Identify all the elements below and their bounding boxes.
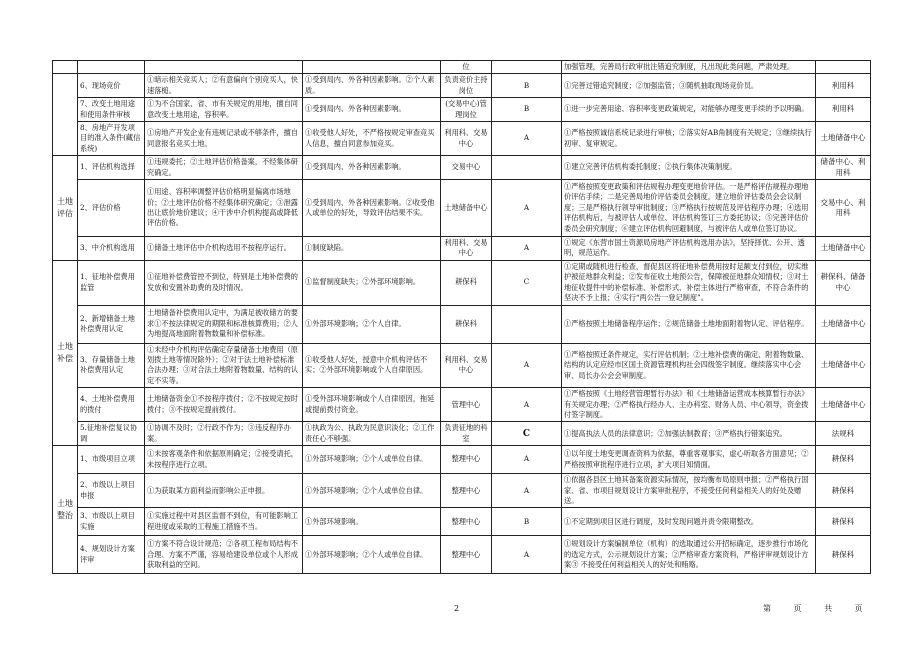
- cause-cell: ①受外部环境影响或个人自律原因，拖延或提前拨付资金。: [303, 388, 441, 422]
- dept-cell: 交易中心: [441, 156, 492, 180]
- item-cell: 4、规划设计方案评审: [78, 536, 145, 574]
- level-cell: A: [492, 343, 562, 388]
- resp-cell: [816, 61, 871, 74]
- resp-cell: 耕保科: [816, 508, 871, 536]
- risk-cell: ①协调不及时；②行政不作为；③违反程序办案。: [145, 422, 303, 446]
- measure-cell: ①规定《东营市国土资源局房地产评估机构选用办法》，坚持择优、公开、透明，规范运作。: [562, 237, 816, 261]
- dept-cell: 利用科、交易中心: [441, 343, 492, 388]
- measure-cell: ①严格按照变更政策和评估规程办理变更地价评估。一是严格评估规程办理地价评估手续；二是完善局地价评估委员会制度，建立地价评估委员会会议制度；三是严格执行领导审批制度；③严格执行按规范及评估程序办理；④选用评估机构后，与被评估人或单位、评估机构签订三方委托协议；⑤完善评估价委员会研究制度；⑥建立评估机构回避制度，与被评估人或单位签订协议。: [562, 180, 816, 237]
- cause-cell: ①制度缺陷。: [303, 237, 441, 261]
- cause-cell: ①外部环境影响。: [303, 508, 441, 536]
- measure-cell: ①完善过错追究制度；②加强监管；③随机抽取现场竞价员。: [562, 74, 816, 98]
- table-row: [53, 98, 871, 122]
- level-cell: A: [492, 122, 562, 156]
- measure-cell: ①严格按照诚信系统记录进行审核；②落实好AB角制度有关规定；③继续执行初审、复审规定。: [562, 122, 816, 156]
- dept-cell: 整理中心: [441, 508, 492, 536]
- resp-cell: 耕保科: [816, 446, 871, 474]
- level-cell: [492, 61, 562, 74]
- category-cell: 土地补偿: [53, 260, 78, 445]
- dept-cell: 利用科、交易中心: [441, 122, 492, 156]
- risk-cell: ①违规委托；②土地评估价格备案，不经集体研究确定。: [145, 156, 303, 180]
- dept-cell: 利用科、交易中心: [441, 237, 492, 261]
- table-row: [53, 508, 871, 536]
- risk-cell: ①为获取某方面利益而影响公正申报。: [145, 474, 303, 508]
- risk-cell: ①未按客观条件和依据原则确定；②接受请托，未按程序进行立项。: [145, 446, 303, 474]
- level-cell: [492, 156, 562, 180]
- cause-cell: ①外部环境影响；②个人或单位自律。: [303, 446, 441, 474]
- table-row: [53, 180, 871, 237]
- measure-cell: ①规划设计方案编制单位（机构）的选取通过公开招标确定，逐步推行市场化的选定方式，公示规划设计方案；②严格审查方案资料，严格评审规划设计方案③ 不接受任何利益相关人的好处和贿赂。: [562, 536, 816, 574]
- measure-cell: ①建立完善评估机构委托制度；②执行集体决策制度。: [562, 156, 816, 180]
- table-row: [53, 122, 871, 156]
- level-cell: A: [492, 388, 562, 422]
- resp-cell: 利用科: [816, 74, 871, 98]
- table-row: [53, 61, 871, 74]
- level-cell: A: [492, 536, 562, 574]
- dept-cell: 整理中心: [441, 474, 492, 508]
- page-number: 2: [454, 604, 460, 613]
- risk-cell: 土地储备补偿费用认定中，为满足被收储方的要求①不按法律规定的期限和标准核算费用；②人为地提高地面附着物数量和补偿标准。: [145, 305, 303, 343]
- table-row: [53, 260, 871, 305]
- item-cell: 1、评估机构选择: [78, 156, 145, 180]
- footer-label: 共: [824, 604, 834, 613]
- cause-cell: ①执政为公、执政为民意识淡化；②工作责任心不够强。: [303, 422, 441, 446]
- dept-cell: 负责竞价主持岗位: [441, 74, 492, 98]
- risk-cell: ①用途、容积率调整评估价格明显偏离市场地价；②土地评估价格不经集体研究确定；③泄露出让底价地价建议；④干涉中介机构提高或降低评估价格。: [145, 180, 303, 237]
- dept-cell: 负责征地的科室: [441, 422, 492, 446]
- level-cell: B: [492, 508, 562, 536]
- item-cell: 2、评估价格: [78, 180, 145, 237]
- dept-cell: 整理中心: [441, 446, 492, 474]
- table-row: [53, 536, 871, 574]
- table-row: [53, 156, 871, 180]
- table-row: [53, 305, 871, 343]
- item-cell: 5.征地补偿复议协调: [78, 422, 145, 446]
- risk-cell: ①暗示相关竞买人；②有意偏向个别竞买人，快速落槌。: [145, 74, 303, 98]
- measure-cell: ①不定期到项目区进行调度，及时发现问题并责令限期整改。: [562, 508, 816, 536]
- resp-cell: 交易中心、利用科: [816, 180, 871, 237]
- level-cell: C: [492, 422, 562, 446]
- cause-cell: ①外部环境影响；②个人自律。: [303, 305, 441, 343]
- footer-label: 页: [793, 604, 803, 613]
- document-sheet: [52, 60, 872, 574]
- resp-cell: 利用科: [816, 98, 871, 122]
- measure-cell: ①进一步完善用途、容积率变更政策规定，对能够办理变更手续的予以明确。: [562, 98, 816, 122]
- level-cell: A: [492, 237, 562, 261]
- cause-cell: ①外部环境影响；②个人或单位自律。: [303, 536, 441, 574]
- level-cell: A: [492, 446, 562, 474]
- dept-cell: 土地储备中心: [441, 180, 492, 237]
- dept-cell: 位: [441, 61, 492, 74]
- risk-cell: ①为不合国家、省、市有关规定的用地，擅自同意改变土地用途，容积率。: [145, 98, 303, 122]
- risk-cell: ①征地补偿费管控不到位，特别是土地补偿费的发放和安置补助费的及时情况。: [145, 260, 303, 305]
- cause-cell: ①受到局内、外各种因素影响。②收受他人或单位的好处，导致评估结果不实。: [303, 180, 441, 237]
- category-cell: [53, 61, 78, 74]
- cause-cell: ①收受他人好处，授意中介机构评估不实；②外部环境影响或个人自律原因。: [303, 343, 441, 388]
- level-cell: C: [492, 260, 562, 305]
- table-row: [53, 474, 871, 508]
- dept-cell: 耕保科: [441, 305, 492, 343]
- measure-cell: ①严格按照迁条件规定，实行评估机制；②土地补偿费的确定、附着物数量、结构的认定应经市区国土资源管理机构社会四级签字制度。继续落实中心会审、局长办公会会审制度。: [562, 343, 816, 388]
- item-cell: 3、中介机构选用: [78, 237, 145, 261]
- cause-cell: ①外部环境影响；②个人或单位自律。: [303, 474, 441, 508]
- resp-cell: 耕保科: [816, 536, 871, 574]
- level-cell: A: [492, 180, 562, 237]
- item-cell: 7、改变土地用途和使用条件审核: [78, 98, 145, 122]
- item-cell: 4、土地补偿费用的拨付: [78, 388, 145, 422]
- measure-cell: ①以年度土地变更调查资料为依据，尊重客观事实，虚心听取各方面意见；②严格按照审批程序进行立项，扩大项目知情面。: [562, 446, 816, 474]
- resp-cell: 土地储备中心: [816, 388, 871, 422]
- risk-cell: 土地储备资金①不按程序拨付；②不按规定按时拨付；③不按规定提前拨付。: [145, 388, 303, 422]
- table-row: [53, 74, 871, 98]
- cause-cell: ①监督制度缺失；②外部环境影响。: [303, 260, 441, 305]
- resp-cell: 储备中心、利用科: [816, 156, 871, 180]
- category-cell: 土地评估: [53, 156, 78, 261]
- measure-cell: ①严格按照土地储备程序运作；②规范储备土地地面附着物认定、评估程序。: [562, 305, 816, 343]
- item-cell: 8、房地产开发项目的准入条件(藏信系统): [78, 122, 145, 156]
- resp-cell: 耕保科、储备中心: [816, 260, 871, 305]
- cause-cell: [303, 61, 441, 74]
- item-cell: [78, 61, 145, 74]
- risk-cell: ①房地产开发企业有违规记录或不够条件，擅自同意报名竞买土地。: [145, 122, 303, 156]
- dept-cell: 管理中心: [441, 388, 492, 422]
- table-row: [53, 422, 871, 446]
- risk-cell: ①方案不符合设计规范；②各项工程布局结构不合理、方案不严谨，容易给建设单位或个人形成获取利益的空间。: [145, 536, 303, 574]
- level-cell: [492, 305, 562, 343]
- dept-cell: (交易中心)管理岗位: [441, 98, 492, 122]
- item-cell: 1、市级项目立项: [78, 446, 145, 474]
- risk-cell: [145, 61, 303, 74]
- table-row: [53, 343, 871, 388]
- item-cell: 3、市级以上项目实施: [78, 508, 145, 536]
- table-row: [53, 237, 871, 261]
- resp-cell: 土地储备中心: [816, 237, 871, 261]
- measure-cell: ①依据各县区土地其备案资源实际情况，按均衡布局原则申报；②严格执行国家、省、市项目规划设计方案审批程序，不接受任何利益相关人的好处及赠送。: [562, 474, 816, 508]
- measure-cell: ①提高执法人员的法律意识；②加强法制教育；③严格执行错案追究。: [562, 422, 816, 446]
- dept-cell: 耕保科: [441, 260, 492, 305]
- resp-cell: 土地储备中心: [816, 305, 871, 343]
- table-row: [53, 388, 871, 422]
- cause-cell: ①受到局内、外各种因素影响。②个人素质。: [303, 74, 441, 98]
- level-cell: B: [492, 98, 562, 122]
- resp-cell: 土地储备中心: [816, 343, 871, 388]
- cause-cell: ①受到局内、外各种因素影响。: [303, 98, 441, 122]
- level-cell: A: [492, 474, 562, 508]
- resp-cell: 耕保科: [816, 474, 871, 508]
- item-cell: 1、征地补偿费用监管: [78, 260, 145, 305]
- category-cell: [53, 74, 78, 156]
- measure-cell: ①定期或随机进行检查，督促县区将征地补偿费用按时足额支付到位，切实维护被征地群众利益；②发布征收土地预公告，保障被征地群众知情权；③对土地征收提件中的补偿标准、补偿形式、补偿主体进行严格审查，不符合条件的坚决不予上报；④实行“两公告一登记制度”。: [562, 260, 816, 305]
- cause-cell: ①收受他人好处，不严格按规定审查竞买人信息，擅自同意参加竞买。: [303, 122, 441, 156]
- footer-label: 页: [854, 604, 864, 613]
- risk-cell: ①储备土地评估中介机构选用不按程序运行。: [145, 237, 303, 261]
- risk-cell: ①实施过程中对县区监督不到位，有可能影响工程进度或采取的工程施工措施不当。: [145, 508, 303, 536]
- table-row: [53, 446, 871, 474]
- item-cell: 2、新增储备土地补偿费用认定: [78, 305, 145, 343]
- page-footer: [763, 603, 882, 614]
- level-cell: B: [492, 74, 562, 98]
- category-cell: 土地整治: [53, 446, 78, 574]
- footer-label: 第: [763, 604, 772, 613]
- cause-cell: ①受到局内、外各种因素影响。: [303, 156, 441, 180]
- item-cell: 6、现场竞价: [78, 74, 145, 98]
- dept-cell: 整理中心: [441, 536, 492, 574]
- item-cell: 2、市级以上项目申报: [78, 474, 145, 508]
- resp-cell: 土地储备中心: [816, 122, 871, 156]
- risk-table: [52, 60, 871, 574]
- risk-cell: ①未经中介机构评估确定存量储备土地费用（原划拨土地等情况除外）；②对于法土地补偿标准合法办理；③对合法土地附着物数量、结构的认定不实等。: [145, 343, 303, 388]
- item-cell: 3、存量储备土地补偿费用认定: [78, 343, 145, 388]
- measure-cell: 加强管理，完善局行政审批注错追究制度，凡出现此类问题，严肃处理。: [562, 61, 816, 74]
- measure-cell: ①严格按照《土地经营管理暂行办法》和《土地储备运营成本核算暂行办法》有关规定办理；②严格执行经办人、主办科室、财务人员、中心领导，资金拨付签字制度。: [562, 388, 816, 422]
- resp-cell: 法规科: [816, 422, 871, 446]
